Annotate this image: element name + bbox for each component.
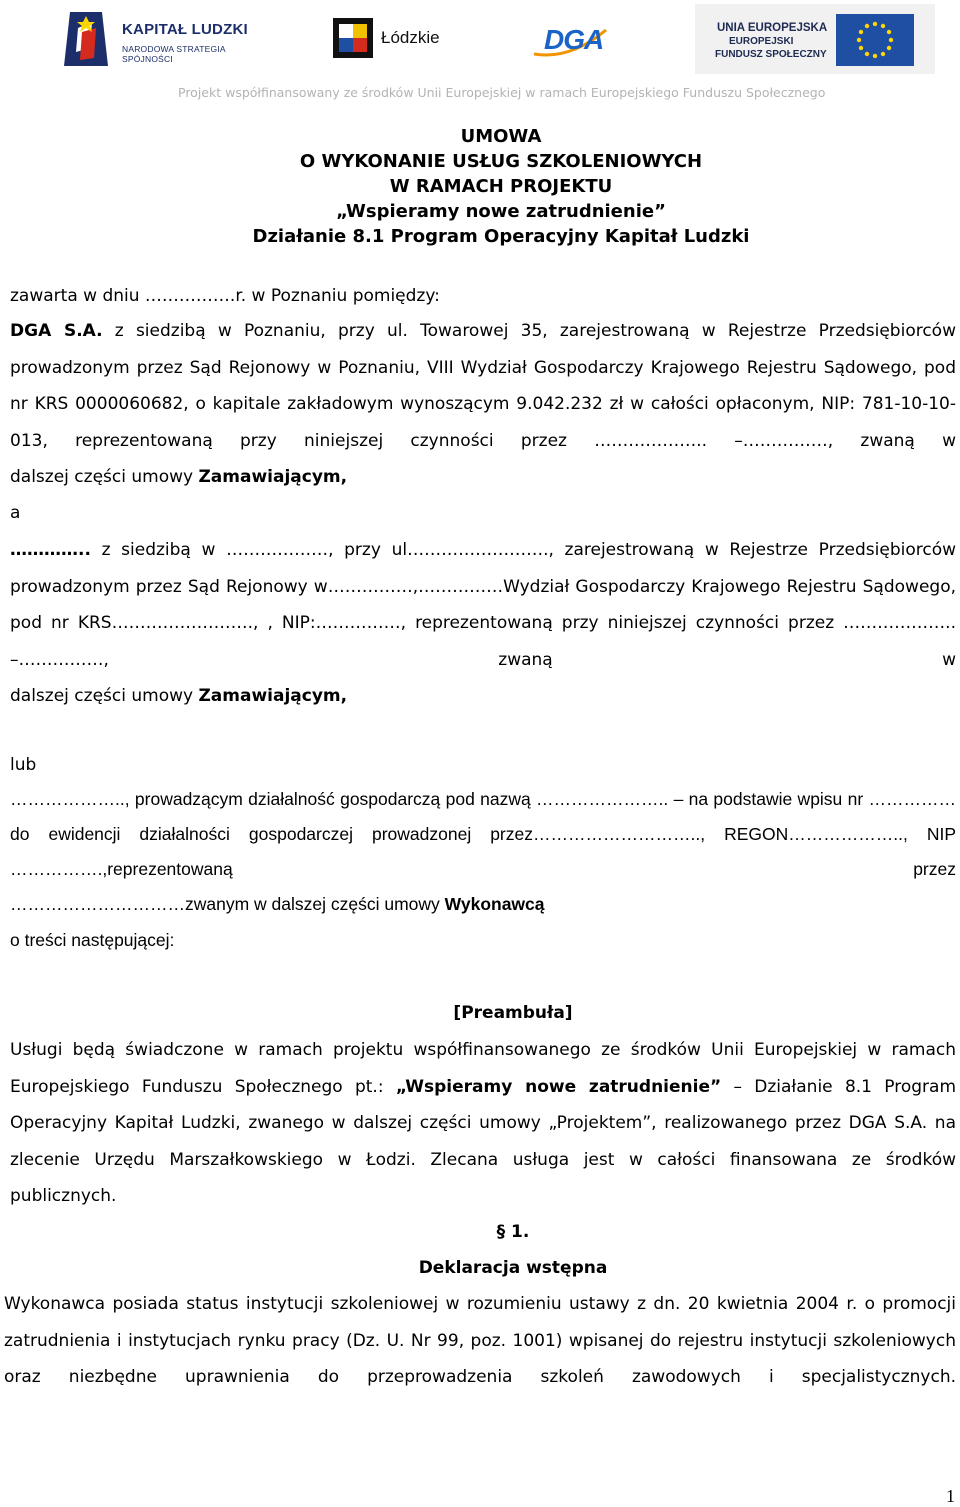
conjunction-a: a xyxy=(10,503,21,523)
title-line-2: O WYKONANIE USŁUG SZKOLENIOWYCH xyxy=(299,151,703,172)
preamble-text-a: Usługi będą świadczone w ramach projektu współfinansowanego ze środków Unii Europejskiej w ramach Europejskiego Funduszu Społecznego pt.: xyxy=(10,1040,956,1097)
party3-paragraph: ……………….., prowadzącym działalność gospodarczą pod nazwą ………………….. – na podstawie wpisu nr ……………do ewidencji działalności gospodarczej prowadzonej przez……………………….., REGON……………….., NIP …………….,reprezentowaną przez xyxy=(10,789,956,879)
kapital-ludzki-logo xyxy=(62,8,262,72)
party2-paragraph xyxy=(10,532,956,678)
party1-tail xyxy=(10,459,956,496)
preamble-paragraph xyxy=(10,1032,956,1215)
eu-flag-icon xyxy=(836,14,914,66)
eu-line1: UNIA EUROPEJSKA xyxy=(717,22,828,34)
contract-title xyxy=(0,124,960,249)
section1-paragraph: Wykonawca posiada status instytucji szkoleniowej w rozumieniu ustawy z dn. 20 kwietnia 2004 r. o promocji zatrudnienia i instytucjach rynku pracy (Dz. U. Nr 99, poz. 1001) wpisanej do rejestru instytucji szkoleniowych oraz niezbędne uprawnienia do przeprowadzenia szkoleń zawodowych i specjalistycznych. xyxy=(4,1294,956,1387)
preamble-heading: [Preambuła] xyxy=(453,1003,573,1023)
title-line-3: W RAMACH PROJEKTU xyxy=(389,176,613,197)
page-header xyxy=(0,0,960,110)
party2-text: z siedzibą w ………………, przy ul……………………., zarejestrowaną w Rejestrze Przedsiębiorców prowadzonym przez Sąd Rejonowy w……………,……………Wydział Gospodarczy Krajowego Rejestru Sądowego, pod nr KRS……………………., , NIP:……………, reprezentowaną przy niniejszej czynności przez ……………….. –……………, zwaną w xyxy=(10,540,956,670)
party3-tail xyxy=(10,887,956,922)
party2-name: ………….. xyxy=(10,540,91,560)
party2-tail xyxy=(10,678,956,715)
dga-logo xyxy=(530,20,610,60)
party1-text: z siedzibą w Poznaniu, przy ul. Towarowej 35, zarejestrowaną w Rejestrze Przedsiębiorców prowadzonym przez Sąd Rejonowy w Poznaniu, VIII Wydział Gospodarczy Krajowego Rejestru Sądowego, pod nr KRS 0000060682, o kapitale zakładowym wynoszącym 9.042.232 zł w całości opłaconym, NIP: 781-10-10-013, reprezentowaną przy niniejszej czynności przez ……………….. –……………, zwaną w xyxy=(10,321,956,451)
party2-role: Zamawiającym, xyxy=(198,686,348,706)
page-number: 1 xyxy=(946,1486,955,1506)
kapital-ludzki-emblem xyxy=(62,8,110,70)
title-line-5: Działanie 8.1 Program Operacyjny Kapitał Ludzki xyxy=(252,226,750,247)
preamble-project-name: „Wspieramy nowe zatrudnienie” xyxy=(395,1076,722,1097)
eu-logo xyxy=(695,4,935,76)
title-line-1: UMOWA xyxy=(460,126,542,147)
party1-name: DGA S.A. xyxy=(10,321,103,341)
eu-line2: EUROPEJSKI xyxy=(729,36,794,47)
section1-heading: Deklaracja wstępna xyxy=(418,1258,608,1278)
kapital-ludzki-title: KAPITAŁ LUDZKI xyxy=(122,21,248,38)
section1-number: § 1. xyxy=(496,1222,530,1242)
party2-tail-text: dalszej części umowy xyxy=(10,686,199,706)
eu-line3: FUNDUSZ SPOŁECZNY xyxy=(715,49,827,60)
party3-tail-text: …………………………zwanym w dalszej części umowy xyxy=(10,894,445,914)
dga-label: DGA xyxy=(544,24,604,55)
project-cofinancing-line: Projekt współfinansowany ze środków Unii Europejskiej w ramach Europejskiego Funduszu Społecznego xyxy=(178,85,826,100)
party1-role: Zamawiającym, xyxy=(198,467,348,487)
title-line-4: „Wspieramy nowe zatrudnienie” xyxy=(336,201,666,222)
lodzkie-logo xyxy=(333,16,453,62)
party1-tail-text: dalszej części umowy xyxy=(10,467,199,487)
party3-role: Wykonawcą xyxy=(444,894,545,914)
lodzkie-emblem xyxy=(333,18,373,58)
lodzkie-label: Łódzkie xyxy=(381,28,440,47)
content-intro: o treści następującej: xyxy=(10,930,175,950)
conjunction-lub: lub xyxy=(10,755,37,775)
kapital-ludzki-subtitle: NARODOWA STRATEGIA SPÓJNOŚCI xyxy=(122,44,226,64)
party1-paragraph xyxy=(10,313,956,459)
intro-paragraph: zawarta w dniu …………….r. w Poznaniu pomiędzy: xyxy=(10,286,440,306)
preamble-text-b: – Działanie 8.1 Program Operacyjny Kapitał Ludzki, zwanego w dalszej części umowy „Projektem”, realizowanego przez DGA S.A. na zlecenie Urzędu Marszałkowskiego w Łodzi. Zlecana usługa jest w całości finansowana ze środków publicznych. xyxy=(10,1076,956,1206)
